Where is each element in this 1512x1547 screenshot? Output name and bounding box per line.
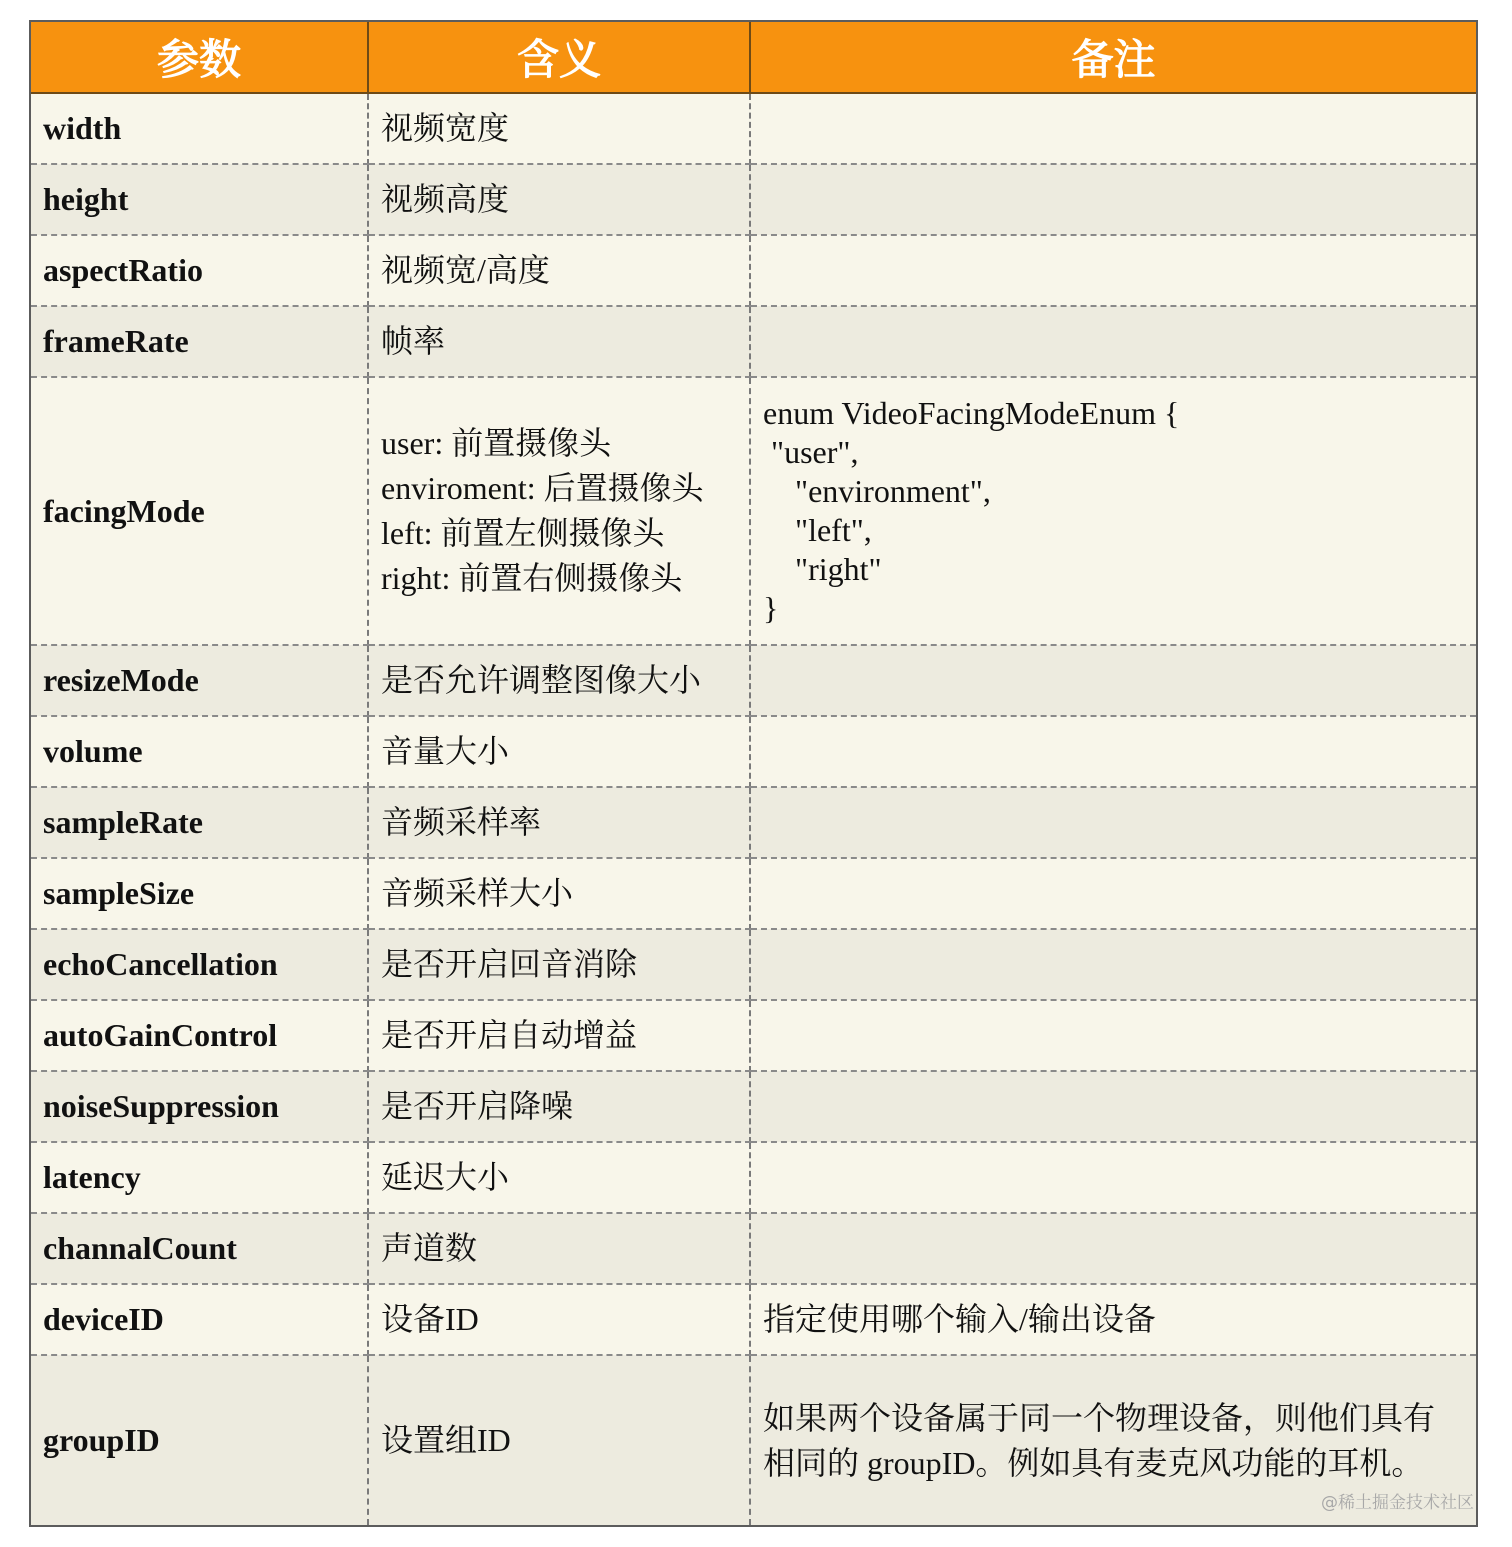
meaning-cell: 设置组ID — [368, 1355, 750, 1525]
meaning-cell: 视频高度 — [368, 164, 750, 235]
param-cell: echoCancellation — [31, 929, 368, 1000]
header-meaning: 含义 — [368, 22, 750, 93]
note-cell — [750, 1213, 1476, 1284]
header-row — [31, 22, 1476, 93]
note-line: 如果两个设备属于同一个物理设备，则他们具有 — [763, 1399, 1436, 1436]
meaning-line: right: 前置右侧摄像头 — [381, 560, 683, 596]
param-cell: deviceID — [31, 1284, 368, 1355]
note-cell — [750, 929, 1476, 1000]
meaning-cell: 是否开启降噪 — [368, 1071, 750, 1142]
param-cell: height — [31, 164, 368, 235]
meaning-line: left: 前置左侧摄像头 — [381, 515, 665, 551]
param-cell: facingMode — [31, 377, 368, 645]
param-cell: latency — [31, 1142, 368, 1213]
note-cell — [750, 306, 1476, 377]
meaning-cell: 视频宽/高度 — [368, 235, 750, 306]
meaning-cell — [368, 377, 750, 645]
table-row — [31, 858, 1476, 929]
code-line: "left", — [763, 512, 872, 548]
param-cell: aspectRatio — [31, 235, 368, 306]
note-cell — [750, 1142, 1476, 1213]
code-line: "environment", — [763, 473, 991, 509]
table-row — [31, 306, 1476, 377]
table-row — [31, 929, 1476, 1000]
note-cell — [750, 858, 1476, 929]
param-cell: sampleRate — [31, 787, 368, 858]
param-cell: resizeMode — [31, 645, 368, 716]
note-cell — [750, 377, 1476, 645]
note-cell: 指定使用哪个输入/输出设备 — [750, 1284, 1476, 1355]
table-row — [31, 716, 1476, 787]
table-row — [31, 377, 1476, 645]
table-row — [31, 1284, 1476, 1355]
note-cell — [750, 235, 1476, 306]
code-line: enum VideoFacingModeEnum { — [763, 395, 1180, 431]
meaning-line: enviroment: 后置摄像头 — [381, 470, 704, 506]
meaning-cell: 设备ID — [368, 1284, 750, 1355]
meaning-cell: 音量大小 — [368, 716, 750, 787]
table-row — [31, 93, 1476, 164]
table-row — [31, 1000, 1476, 1071]
meaning-cell: 是否开启自动增益 — [368, 1000, 750, 1071]
meaning-cell: 音频采样率 — [368, 787, 750, 858]
note-cell — [750, 1000, 1476, 1071]
meaning-cell: 视频宽度 — [368, 93, 750, 164]
params-table — [31, 22, 1476, 1525]
note-cell — [750, 787, 1476, 858]
meaning-cell: 延迟大小 — [368, 1142, 750, 1213]
table-row — [31, 1355, 1476, 1525]
table-row — [31, 1071, 1476, 1142]
note-cell — [750, 164, 1476, 235]
meaning-cell: 音频采样大小 — [368, 858, 750, 929]
param-cell: autoGainControl — [31, 1000, 368, 1071]
note-line: 相同的 groupID。例如具有麦克风功能的耳机。 — [763, 1444, 1424, 1481]
param-cell: groupID — [31, 1355, 368, 1525]
table-row — [31, 787, 1476, 858]
code-line: "user", — [763, 434, 859, 470]
meaning-cell: 声道数 — [368, 1213, 750, 1284]
code-line: "right" — [763, 551, 882, 587]
param-cell: volume — [31, 716, 368, 787]
param-cell: channalCount — [31, 1213, 368, 1284]
table-row — [31, 1142, 1476, 1213]
meaning-cell: 帧率 — [368, 306, 750, 377]
table-row — [31, 164, 1476, 235]
header-param: 参数 — [31, 22, 368, 93]
meaning-line: user: 前置摄像头 — [381, 425, 612, 461]
meaning-cell: 是否允许调整图像大小 — [368, 645, 750, 716]
params-table-container — [29, 20, 1478, 1527]
header-note: 备注 — [750, 22, 1476, 93]
param-cell: width — [31, 93, 368, 164]
note-cell — [750, 716, 1476, 787]
watermark: @稀土掘金技术社区 — [1321, 1493, 1474, 1513]
param-cell: noiseSuppression — [31, 1071, 368, 1142]
meaning-cell: 是否开启回音消除 — [368, 929, 750, 1000]
table-row — [31, 645, 1476, 716]
code-line: } — [763, 590, 779, 626]
param-cell: frameRate — [31, 306, 368, 377]
note-cell — [750, 645, 1476, 716]
table-row — [31, 235, 1476, 306]
param-cell: sampleSize — [31, 858, 368, 929]
note-cell — [750, 1071, 1476, 1142]
note-cell — [750, 93, 1476, 164]
table-row — [31, 1213, 1476, 1284]
